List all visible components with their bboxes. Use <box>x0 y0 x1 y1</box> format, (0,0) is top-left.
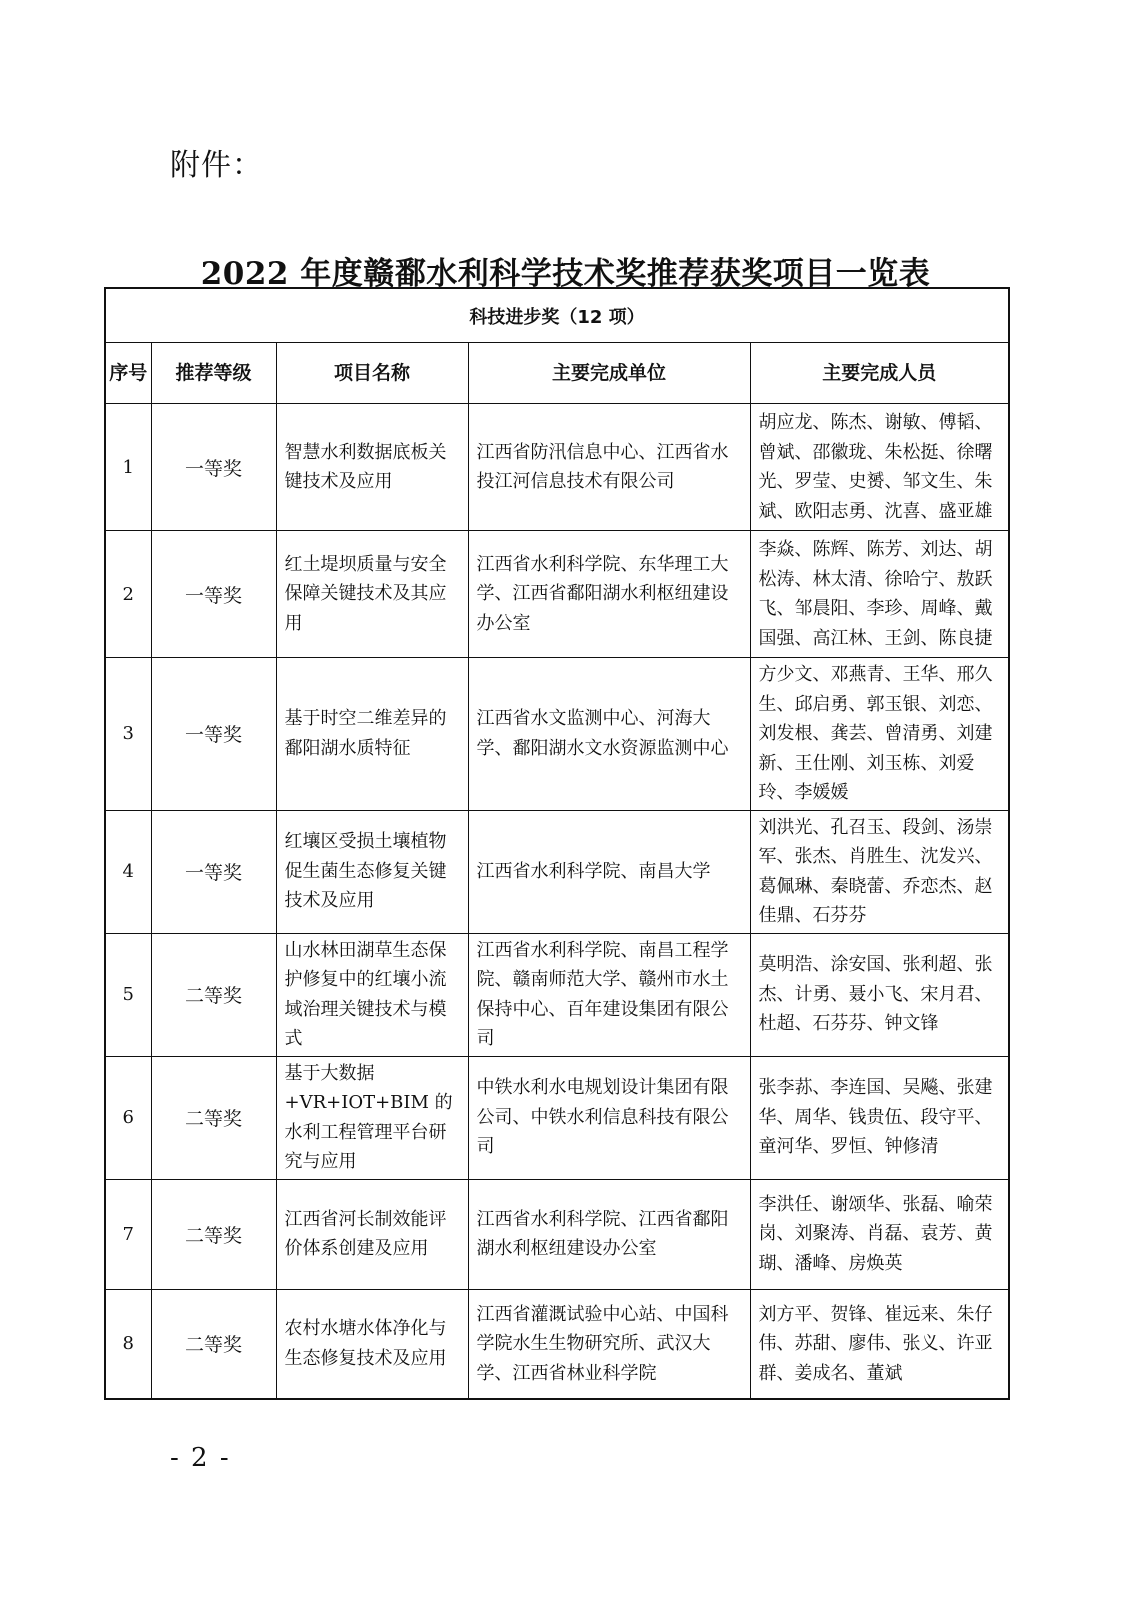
cell-no: 5 <box>105 933 151 1056</box>
cell-name: 基于大数据+VR+IOT+BIM 的水利工程管理平台研究与应用 <box>276 1056 468 1179</box>
header-name: 项目名称 <box>276 343 468 404</box>
cell-level: 二等奖 <box>151 933 276 1056</box>
cell-people: 张李荪、李连国、吴飚、张建华、周华、钱贵伍、段守平、童河华、罗恒、钟修清 <box>750 1056 1009 1179</box>
cell-level: 二等奖 <box>151 1056 276 1179</box>
cell-no: 4 <box>105 810 151 933</box>
cell-name: 基于时空二维差异的鄱阳湖水质特征 <box>276 658 468 811</box>
section-row <box>105 288 1009 343</box>
cell-units: 江西省水利科学院、江西省鄱阳湖水利枢纽建设办公室 <box>468 1179 750 1289</box>
section-title: 科技进步奖（12 项） <box>105 288 1009 343</box>
cell-level: 一等奖 <box>151 658 276 811</box>
cell-people: 莫明浩、涂安国、张利超、张杰、计勇、聂小飞、宋月君、杜超、石芬芬、钟文锋 <box>750 933 1009 1056</box>
table-row <box>105 810 1009 933</box>
table-row <box>105 933 1009 1056</box>
cell-level: 一等奖 <box>151 810 276 933</box>
cell-name: 农村水塘水体净化与生态修复技术及应用 <box>276 1289 468 1399</box>
cell-units: 江西省水文监测中心、河海大学、鄱阳湖水文水资源监测中心 <box>468 658 750 811</box>
table-row <box>105 531 1009 658</box>
cell-no: 8 <box>105 1289 151 1399</box>
attachment-label: 附件： <box>170 148 263 183</box>
cell-name: 红土堤坝质量与安全保障关键技术及其应用 <box>276 531 468 658</box>
cell-name: 江西省河长制效能评价体系创建及应用 <box>276 1179 468 1289</box>
cell-people: 李洪任、谢颂华、张磊、喻荣岗、刘聚涛、肖磊、袁芳、黄瑚、潘峰、房焕英 <box>750 1179 1009 1289</box>
cell-people: 刘洪光、孔召玉、段剑、汤崇军、张杰、肖胜生、沈发兴、葛佩琳、秦晓蕾、乔恋杰、赵佳鼎、石芬芬 <box>750 810 1009 933</box>
cell-people: 刘方平、贺锋、崔远来、朱仔伟、苏甜、廖伟、张义、许亚群、姜成名、董斌 <box>750 1289 1009 1399</box>
cell-units: 江西省防汛信息中心、江西省水投江河信息技术有限公司 <box>468 404 750 531</box>
cell-no: 3 <box>105 658 151 811</box>
cell-no: 7 <box>105 1179 151 1289</box>
cell-people: 方少文、邓燕青、王华、邢久生、邱启勇、郭玉银、刘恋、刘发根、龚芸、曾清勇、刘建新、王仕刚、刘玉栋、刘爱玲、李媛媛 <box>750 658 1009 811</box>
page-title: 2022 年度赣鄱水利科学技术奖推荐获奖项目一览表 <box>200 256 931 292</box>
cell-no: 2 <box>105 531 151 658</box>
cell-name: 智慧水利数据底板关键技术及应用 <box>276 404 468 531</box>
awards-table <box>104 287 1010 1400</box>
table-row <box>105 1056 1009 1179</box>
header-no: 序号 <box>105 343 151 404</box>
table-row <box>105 1179 1009 1289</box>
table-row <box>105 1289 1009 1399</box>
cell-level: 二等奖 <box>151 1289 276 1399</box>
table-row <box>105 404 1009 531</box>
cell-level: 二等奖 <box>151 1179 276 1289</box>
cell-level: 一等奖 <box>151 531 276 658</box>
cell-units: 江西省水利科学院、东华理工大学、江西省鄱阳湖水利枢纽建设办公室 <box>468 531 750 658</box>
page-number: - 2 - <box>170 1443 231 1473</box>
header-level: 推荐等级 <box>151 343 276 404</box>
cell-units: 江西省水利科学院、南昌工程学院、赣南师范大学、赣州市水土保持中心、百年建设集团有限公司 <box>468 933 750 1056</box>
cell-no: 1 <box>105 404 151 531</box>
cell-units: 中铁水利水电规划设计集团有限公司、中铁水利信息科技有限公司 <box>468 1056 750 1179</box>
cell-name: 山水林田湖草生态保护修复中的红壤小流域治理关键技术与模式 <box>276 933 468 1056</box>
header-row <box>105 343 1009 404</box>
cell-units: 江西省水利科学院、南昌大学 <box>468 810 750 933</box>
cell-people: 李焱、陈辉、陈芳、刘达、胡松涛、林太清、徐哈宁、敖跃飞、邹晨阳、李珍、周峰、戴国强、高江林、王剑、陈良捷 <box>750 531 1009 658</box>
cell-name: 红壤区受损土壤植物促生菌生态修复关键技术及应用 <box>276 810 468 933</box>
cell-no: 6 <box>105 1056 151 1179</box>
cell-units: 江西省灌溉试验中心站、中国科学院水生生物研究所、武汉大学、江西省林业科学院 <box>468 1289 750 1399</box>
table-row <box>105 658 1009 811</box>
cell-level: 一等奖 <box>151 404 276 531</box>
header-units: 主要完成单位 <box>468 343 750 404</box>
cell-people: 胡应龙、陈杰、谢敏、傅韬、曾斌、邵徽珑、朱松挺、徐曙光、罗莹、史赟、邹文生、朱斌、欧阳志勇、沈喜、盛亚雄 <box>750 404 1009 531</box>
header-people: 主要完成人员 <box>750 343 1009 404</box>
